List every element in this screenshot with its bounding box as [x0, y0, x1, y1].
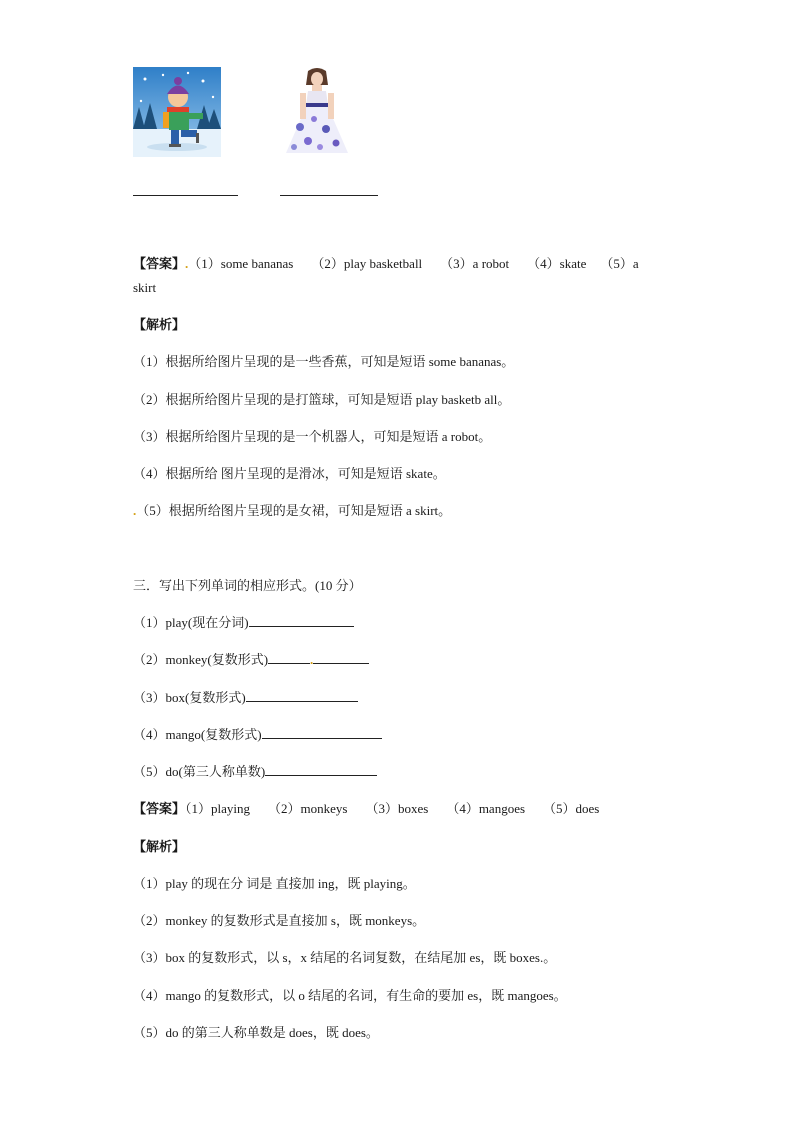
- answer-item: （4）mangoes: [446, 801, 526, 816]
- answer-row: [133, 800, 599, 818]
- answer-blank[interactable]: [268, 651, 310, 664]
- answer-item: （2）play basketball: [311, 256, 423, 271]
- answer-item: （4）skate: [527, 256, 587, 271]
- analysis-line: （5）do 的第三人称单数是 does，既 does。: [133, 1025, 379, 1040]
- answer-item: （3）a robot: [440, 256, 510, 271]
- answer-label: 【答案】: [133, 256, 186, 271]
- question-row: （5）do(第三人称单数): [133, 763, 377, 781]
- analysis-line: （4）根据所给 图片呈现的是滑冰，可知是短语 skate。: [133, 466, 446, 481]
- analysis-line: （1）根据所给图片呈现的是一些香蕉，可知是短语 some bananas。: [133, 354, 515, 369]
- answer-wrap: skirt: [133, 280, 157, 295]
- answer-item: （1）some bananas: [188, 256, 294, 271]
- answer-item: （5）does: [543, 801, 600, 816]
- mark-dot: .: [185, 256, 189, 271]
- answer-item: （3）boxes: [365, 801, 429, 816]
- analysis-line: （1）play 的现在分 词是 直接加 ing，既 playing。: [133, 876, 416, 891]
- answer-item: （5）a: [600, 256, 639, 271]
- analysis-line: （2）根据所给图片呈现的是打篮球，可知是短语 play basketb all。: [133, 392, 511, 407]
- analysis-line: （2）monkey 的复数形式是直接加 s，既 monkeys。: [133, 913, 426, 928]
- question-row: （1）play(现在分词): [133, 614, 354, 632]
- answer-item: （1）playing: [185, 801, 251, 816]
- analysis-line: （3）根据所给图片呈现的是一个机器人，可知是短语 a robot。: [133, 429, 492, 444]
- skating-boy-picture: [133, 67, 221, 157]
- analysis-line: （4）mango 的复数形式，以 o 结尾的名词，有生命的要加 es，既 mangoes。: [133, 988, 567, 1003]
- answer-label: 【答案】: [133, 801, 186, 816]
- answer-blank[interactable]: [262, 726, 382, 739]
- analysis-line: .（5）根据所给图片呈现的是女裙，可知是短语 a skirt。: [133, 503, 452, 518]
- answer-blank[interactable]: [249, 614, 354, 627]
- analysis-label: 【解析】: [133, 839, 186, 854]
- answer-blank-line[interactable]: [133, 195, 238, 196]
- question-row: （3）box(复数形式): [133, 689, 358, 707]
- skirt-picture: [278, 67, 356, 157]
- question-row: （2）monkey(复数形式) .: [133, 651, 369, 669]
- analysis-line: （3）box 的复数形式，以 s，x 结尾的名词复数，在结尾加 es，既 boxes.。: [133, 950, 557, 965]
- section-title: 三．写出下列单词的相应形式。(10 分）: [133, 578, 362, 593]
- question-row: （4）mango(复数形式): [133, 726, 382, 744]
- answer-blank[interactable]: [246, 689, 358, 702]
- answer-item: （2）monkeys: [268, 801, 348, 816]
- answer-blank-line[interactable]: [280, 195, 378, 196]
- answer-blank[interactable]: [265, 763, 377, 776]
- analysis-label: 【解析】: [133, 317, 186, 332]
- answer-row: [133, 255, 639, 273]
- answer-blank[interactable]: [313, 651, 369, 664]
- mark-dot: .: [310, 652, 314, 667]
- mark-dot: .: [133, 503, 137, 518]
